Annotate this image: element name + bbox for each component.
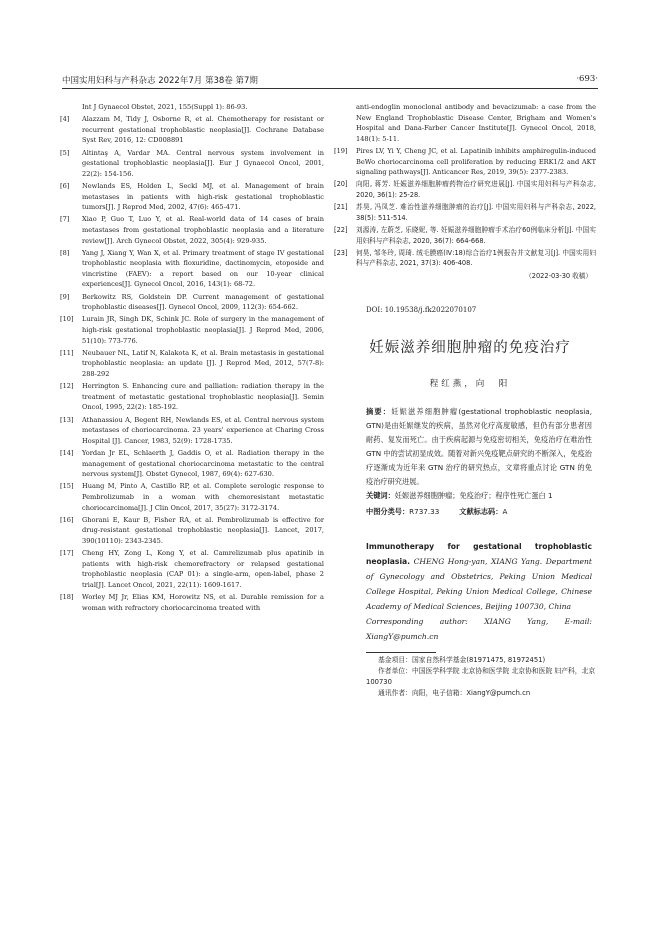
- reference-item: [21] 苏昊, 冯凤芝. 难治性滋养细胞肿瘤的治疗[J]. 中国实用妇科与产科杂志, 2022, 38(5): 511-514.: [334, 203, 596, 222]
- reference-item: [10] Lurain JR, Singh DK, Schink JC. Role of surgery in the management of high-risk gestational trophoblastic neoplasia[J]. J Reprod Med, 2006, 51(10): 773-776.: [60, 315, 324, 345]
- reference-item: [15] Huang M, Pinto A, Castillo RP, et al. Complete serologic response to Pembrolizumab in a woman with chemoresistant metastatic choriocarcinoma[J]. J Clin Oncol, 2017, 35(27): 3172-3174.: [60, 482, 324, 512]
- affiliation-footnote: 作者单位：中国医学科学院 北京协和医学院 北京协和医院 妇产科，北京 100730: [366, 667, 596, 687]
- doc-code-label: 文献标志码：: [459, 507, 503, 517]
- journal-header: 中国实用妇科与产科杂志 2022年7月 第38卷 第7期: [62, 76, 258, 86]
- fund-footnote: 基金项目：国家自然科学基金(81971475, 81972451): [378, 656, 546, 665]
- reference-item: [23] 何昊, 邹冬玲, 周琦. 绒毛膜癌(Ⅳ:18)综合治疗1例报告并文献复习[J]. 中国实用妇科与产科杂志, 2021, 37(3): 406-408.: [334, 248, 596, 268]
- reference-item: [11] Neubauer NL, Latif N, Kalakota K, et al. Brain metastasis in gestational trophoblastic neoplasia: an update [J]. J Reprod Med, 2012, 57(7-8): 288-292: [60, 348, 324, 378]
- reference-item: [19] Pires LV, Yi Y, Cheng JC, et al. Lapatinib inhibits amphiregulin-induced BeWo choriocarcinoma cell proliferation by reducing ERK1/2 and AKT signaling pathways[J]. Anticancer Res, 2019, 39(5): 2377-2383.: [334, 146, 596, 177]
- contact-footnote: 通讯作者：向阳，电子信箱：XiangY@pumch.cn: [378, 689, 531, 698]
- reference-item: [16] Ghorani E, Kaur B, Fisher RA, et al. Pembrolizumab is effective for drug-resistant gestational trophoblastic neoplasia[J]. Lancet, 2017, 390(10110): 2343-2345.: [60, 515, 324, 545]
- clc-label: 中图分类号：: [366, 507, 410, 517]
- page-number: ·693·: [576, 74, 598, 84]
- references-left-column: [60, 102, 324, 615]
- keywords-label: 关键词：: [366, 491, 395, 501]
- english-corresponding: Corresponding author: XIANG Yang, E-mail: XiangY@pumch.cn: [366, 617, 592, 642]
- reference-item: [14] Yordan Jr EL, Schlaerth J, Gaddis O, et al. Radiation therapy in the management of gestational choriocarcinoma metastatic to the central nervous system[J]. Obstet Gynecol, 1987, 69(4): 627-630.: [60, 448, 324, 479]
- reference-item: [18] Worley MJ Jr, Elias KM, Horowitz NS, et al. Durable remission for a woman with refractory choriocarcinoma treated with: [60, 593, 324, 612]
- abstract: [366, 405, 592, 489]
- english-abstract: [366, 539, 592, 644]
- footnote-rule: [366, 652, 436, 653]
- reference-item: [6] Newlands ES, Holden L, Seckl MJ, et al. Management of brain metastases in patients with high-risk gestational trophoblastic tumors[J]. J Reprod Med, 2002, 47(6): 465-471.: [60, 181, 324, 212]
- footnotes: [366, 655, 596, 699]
- received-date: （2022-03-30 收稿）: [525, 272, 592, 281]
- reference-item: [5] Altintaş A, Vardar MA. Central nervous system involvement in gestational trophoblastic neoplasia[J]. Eur J Gynaecol Oncol, 2001, 22(2): 154-156.: [60, 148, 324, 178]
- clc-value: R737.33: [409, 507, 440, 517]
- english-affiliation: Department of Gynecology and Obstetrics, Peking Union Medical College Hospital, Peking Union Medical College, Chinese Academy of Medical Sciences, Beijing 100730, China: [366, 557, 592, 612]
- reference-item: [20] 向阳, 蒋芳. 妊娠滋养细胞肿瘤药物治疗研究进展[J]. 中国实用妇科与产科杂志, 2020, 36(1): 25-28.: [334, 180, 596, 199]
- keywords: [366, 489, 592, 503]
- header-rule: [62, 88, 598, 89]
- reference-item: [8] Yang J, Xiang Y, Wan X, et al. Primary treatment of stage IV gestational trophoblastic neoplasia with floxuridine, dactinomycin, etoposide and vincristine (FAEV): a report based on our 10-year clinical experiences[J]. Gynecol Oncol, 2016, 143(1): 68-72.: [60, 248, 324, 289]
- reference-item: [12] Herrington S. Enhancing cure and palliation: radiation therapy in the treatment of metastatic gestational trophoblastic neoplasia[J]. Semin Oncol, 1995, 22(2): 185-192.: [60, 382, 324, 412]
- reference-item: [22] 刘源涛, 左蔚芝, 乐晓妮, 等. 妊娠滋养细胞肿瘤手术治疗60例临床分析[J]. 中国实用妇科与产科杂志, 2020, 36(7): 664-668.: [334, 225, 596, 245]
- reference-item: anti-endoglin monoclonal antibody and bevacizumab: a case from the New England Trophoblastic Disease Center, Brigham and Women's Hospital and Dana-Farber Cancer Institute[J]. Gynecol Oncol, 2018, 148(1): 5-11.: [356, 103, 596, 143]
- classification: [366, 507, 596, 517]
- abstract-text: 妊娠滋养细胞肿瘤(gestational trophoblastic neoplasia, GTN)是由妊娠继发的疾病，虽然对化疗高度敏感，但仍有部分患者因耐药、复发而死亡。由于疾病起源与免疫密切相关，免疫治疗在难治性 GTN 中的尝试初显成效。随着对新兴免疫靶点研究的不断深入，免疫治疗逐渐成为近年来 GTN 治疗的研究热点，文章将重点讨论 GTN 的免疫治疗研究进展。: [366, 407, 592, 487]
- reference-item: [7] Xiao P, Guo T, Luo Y, et al. Real-world data of 14 cases of brain metastases from gestational trophoblastic neoplasia and a literature review[J]. Arch Gynecol Obstet, 2022, 305(4): 929-935.: [60, 215, 324, 245]
- doc-code-value: A: [502, 507, 508, 517]
- article-title: 妊娠滋养细胞肿瘤的免疫治疗: [369, 340, 571, 357]
- english-title: Immunotherapy for gestational trophoblastic neoplasia.: [366, 542, 592, 567]
- right-column: [334, 102, 596, 699]
- english-authors: CHENG Hong-yan, XIANG Yang.: [413, 557, 543, 567]
- reference-item: [13] Athanassiou A, Begent RH, Newlands ES, et al. Central nervous system metastases of choriocarcinoma. 23 years' experience at Charing Cross Hospital [J]. Cancer, 1983, 52(9): 1728-1735.: [60, 415, 324, 445]
- doi: DOI: 10.19538/j.fk2022070107: [366, 306, 477, 315]
- reference-item: [17] Cheng HY, Zong L, Kong Y, et al. Camrelizumab plus apatinib in patients with high-risk chemorefractory or relapsed gestational trophoblastic neoplasia (CAP 01): a single-arm, open-label, phase 2 trial[J]. Lancet Oncol, 2021, 22(11): 1609-1617.: [60, 549, 324, 589]
- abstract-label: 摘要：: [366, 407, 392, 417]
- article-authors: 程红燕，向 阳: [429, 379, 511, 390]
- keywords-text: 妊娠滋养细胞肿瘤；免疫治疗；程序性死亡蛋白 1: [394, 491, 553, 501]
- reference-item: [4] Alazzam M, Tidy J, Osborne R, et al. Chemotherapy for resistant or recurrent gestational trophoblastic neoplasia[J]. Cochrane Database Syst Rev, 2016, 12: CD008891: [60, 115, 324, 145]
- reference-item: Int J Gynaecol Obstet, 2021, 155(Suppl 1): 86-93.: [82, 103, 248, 111]
- reference-item: [9] Berkowitz RS, Goldstein DP. Current management of gestational trophoblastic diseases[J]. Gynecol Oncol, 2009, 112(3): 654-662.: [60, 292, 324, 312]
